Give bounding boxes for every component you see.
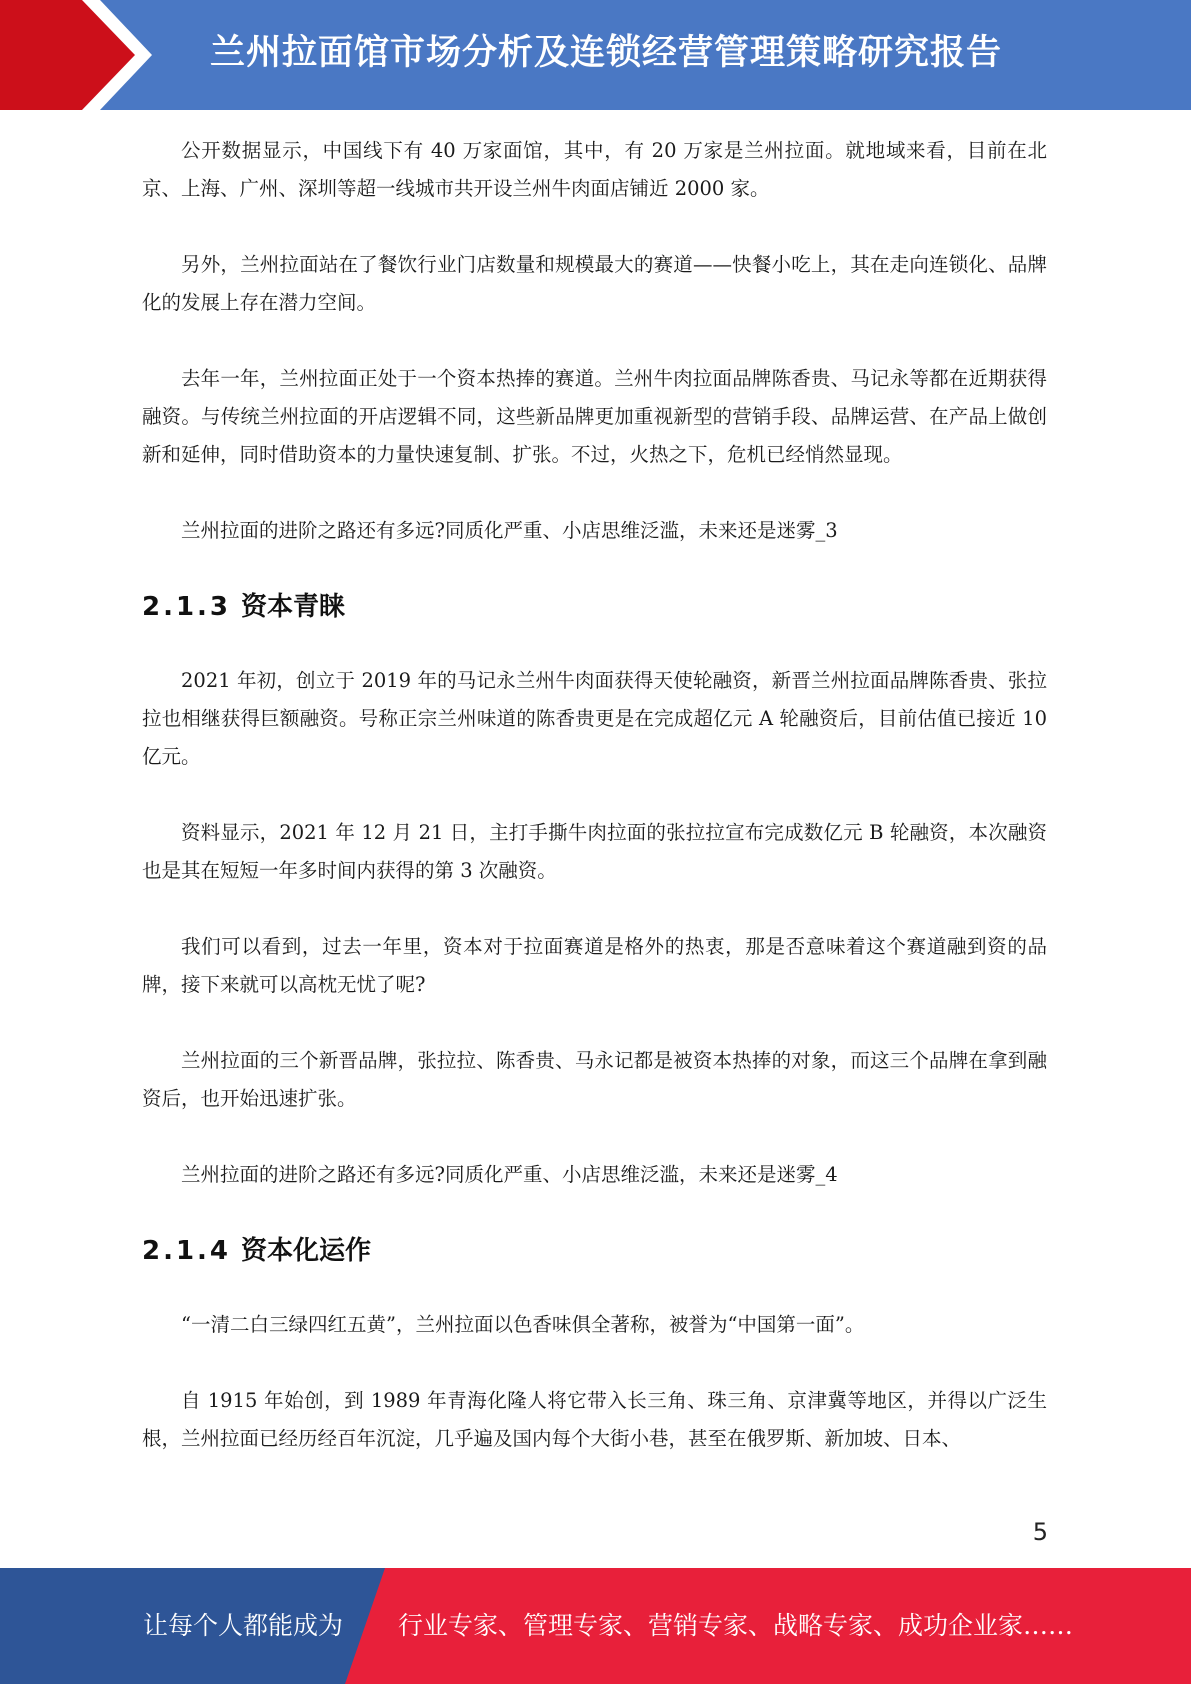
paragraph: 我们可以看到，过去一年里，资本对于拉面赛道是格外的热衷，那是否意味着这个赛道融到资的品牌，接下来就可以高枕无忧了呢? bbox=[142, 935, 1047, 996]
footer-slogan-right: 行业专家、管理专家、营销专家、战略专家、成功企业家…… bbox=[398, 1611, 1074, 1640]
paragraph: 兰州拉面的进阶之路还有多远?同质化严重、小店思维泛滥，未来还是迷雾_4 bbox=[181, 1163, 838, 1186]
paragraph: 兰州拉面的三个新晋品牌，张拉拉、陈香贵、马永记都是被资本热捧的对象，而这三个品牌在拿到融资后，也开始迅速扩张。 bbox=[142, 1049, 1047, 1110]
section-heading-2-1-4 bbox=[142, 1232, 1047, 1270]
paragraph: 2021 年初，创立于 2019 年的马记永兰州牛肉面获得天使轮融资，新晋兰州拉面品牌陈香贵、张拉拉也相继获得巨额融资。号称正宗兰州味道的陈香贵更是在完成超亿元 A 轮融资后，目前估值已接近 10 亿元。 bbox=[142, 669, 1047, 768]
paragraph: 资料显示，2021 年 12 月 21 日，主打手撕牛肉拉面的张拉拉宣布完成数亿元 B 轮融资，本次融资也是其在短短一年多时间内获得的第 3 次融资。 bbox=[142, 821, 1047, 882]
header-banner bbox=[0, 0, 1191, 110]
footer-slogan-left: 让每个人都能成为 bbox=[143, 1611, 344, 1640]
paragraph: 兰州拉面的进阶之路还有多远?同质化严重、小店思维泛滥，未来还是迷雾_3 bbox=[181, 519, 838, 542]
footer-banner bbox=[0, 1568, 1191, 1684]
section-number: 2.1.3 bbox=[142, 592, 232, 622]
paragraph: 公开数据显示，中国线下有 40 万家面馆，其中，有 20 万家是兰州拉面。就地域来看，目前在北京、上海、广州、深圳等超一线城市共开设兰州牛肉面店铺近 2000 家。 bbox=[142, 139, 1047, 200]
page-number: 5 bbox=[1032, 1518, 1048, 1546]
paragraph: 去年一年，兰州拉面正处于一个资本热捧的赛道。兰州牛肉拉面品牌陈香贵、马记永等都在近期获得融资。与传统兰州拉面的开店逻辑不同，这些新品牌更加重视新型的营销手段、品牌运营、在产品上做创新和延伸，同时借助资本的力量快速复制、扩张。不过，火热之下，危机已经悄然显现。 bbox=[142, 367, 1047, 466]
paragraph: 自 1915 年始创，到 1989 年青海化隆人将它带入长三角、珠三角、京津冀等地区，并得以广泛生根，兰州拉面已经历经百年沉淀，几乎遍及国内每个大街小巷，甚至在俄罗斯、新加坡、日本、 bbox=[142, 1389, 1047, 1450]
section-title: 资本化运作 bbox=[241, 1236, 372, 1266]
section-heading-2-1-3 bbox=[142, 588, 1047, 626]
document-title: 兰州拉面馆市场分析及连锁经营管理策略研究报告 bbox=[210, 33, 1003, 73]
section-number: 2.1.4 bbox=[142, 1236, 232, 1266]
paragraph: 另外，兰州拉面站在了餐饮行业门店数量和规模最大的赛道——快餐小吃上，其在走向连锁化、品牌化的发展上存在潜力空间。 bbox=[142, 253, 1047, 314]
section-title: 资本青睐 bbox=[241, 592, 346, 622]
document-body bbox=[142, 132, 1047, 1458]
paragraph: “一清二白三绿四红五黄”，兰州拉面以色香味俱全著称，被誉为“中国第一面”。 bbox=[181, 1313, 865, 1336]
